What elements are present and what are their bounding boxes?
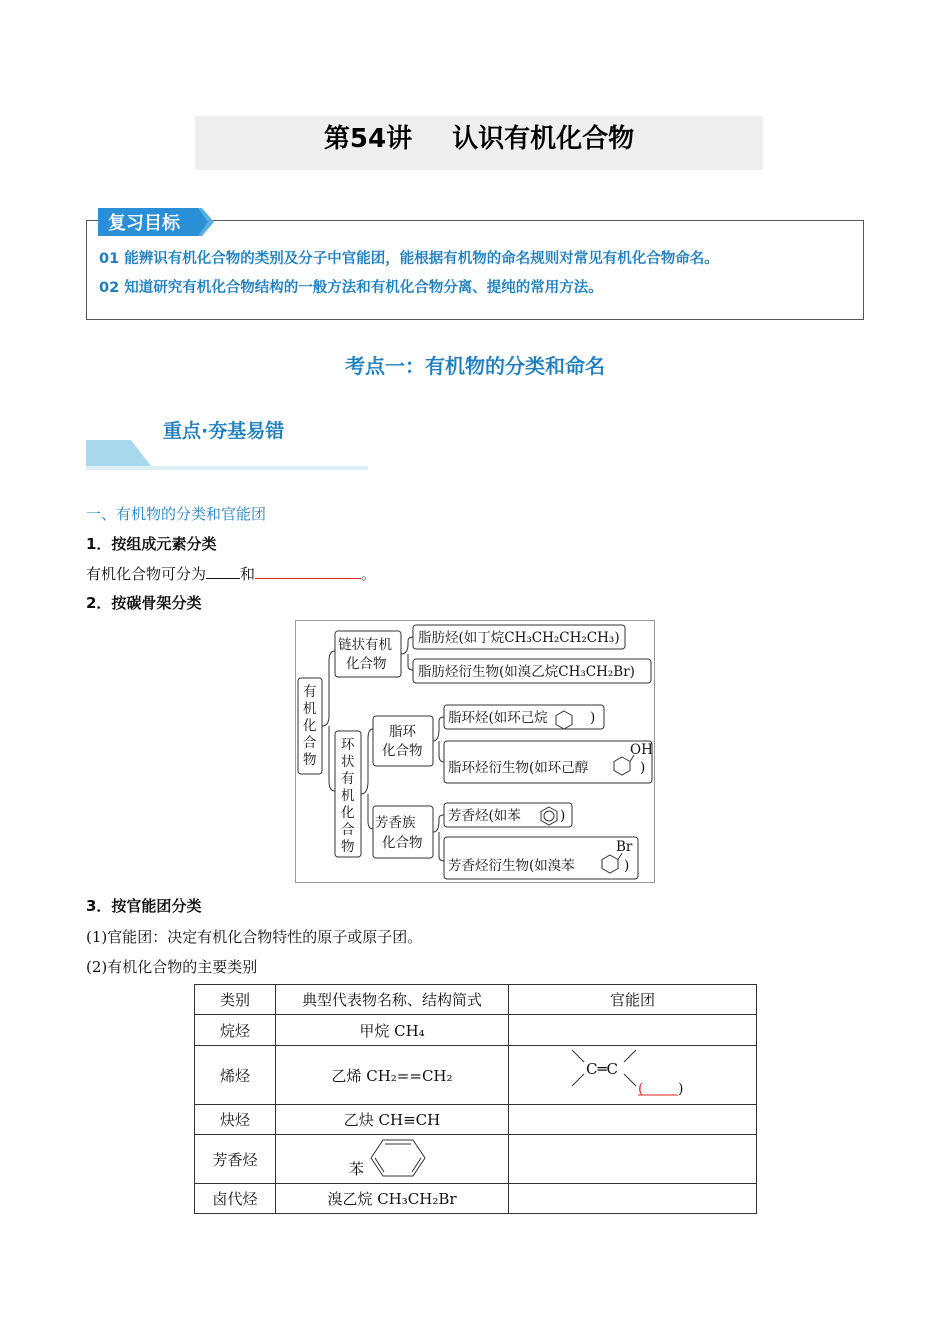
brace-chain-lower [408, 654, 413, 670]
chain-label-1: 链状有机 [338, 637, 392, 653]
sub-heading: 一、有机物的分类和官能团 [86, 505, 267, 523]
item1-heading: 1．按组成元素分类 [86, 535, 217, 553]
table-header-row [195, 985, 757, 1015]
goal-item-2: 02 知道研究有机化合物结构的一般方法和有机化合物分离、提纯的常用方法。 [99, 280, 603, 296]
review-goals-tag-text: 复习目标 [108, 213, 180, 234]
root-label: 有机化合物 [303, 684, 317, 768]
item1-sentence [86, 563, 376, 584]
table-cell-fg [509, 1184, 757, 1214]
leaf5-close: ) [560, 808, 566, 824]
lecture-title: 认识有机化合物 [452, 124, 635, 154]
alicyclic-label-1: 脂环 [389, 724, 416, 740]
goal-item-1: 01 能辨识有机化合物的类别及分子中官能团，能根据有机物的命名规则对常见有机化合物命名。 [99, 251, 719, 267]
leaf4-oh: OH [630, 742, 653, 758]
table-cell-example: 乙烯 CH₂==CH₂ [276, 1046, 509, 1105]
table-row [195, 1105, 757, 1135]
chain-label-2: 化合物 [346, 656, 387, 672]
item3-heading: 3．按官能团分类 [86, 897, 202, 915]
brace-alicyclic-upper [433, 717, 444, 741]
answer-blank-1 [206, 564, 240, 579]
organic-class-table [194, 984, 757, 1214]
leaf6-br: Br [616, 839, 633, 855]
key-points-banner [86, 440, 368, 470]
brace-aromatic-lower [439, 832, 444, 861]
carbon-skeleton-diagram [295, 620, 655, 883]
fg-blank-close: ) [677, 1081, 683, 1097]
brace-root-upper [322, 651, 335, 726]
benzene-icon [541, 807, 557, 825]
brace-ring-lower [368, 794, 373, 829]
fg-blank-open: ( [637, 1081, 643, 1097]
alicyclic-label-2: 化合物 [382, 743, 423, 759]
leaf1-label: 脂肪烃(如丁烷CH₃CH₂CH₂CH₃) [418, 630, 620, 646]
table-cell-category: 卤代烃 [195, 1184, 276, 1214]
lecture-number: 第54讲 [323, 124, 413, 154]
table-cell-fg [509, 1105, 757, 1135]
leaf4-close: ) [640, 760, 646, 776]
table-row [195, 1046, 757, 1105]
section-heading: 考点一：有机物的分类和命名 [345, 354, 605, 378]
table-cell-example: 乙炔 CH≡CH [276, 1105, 509, 1135]
cyclohexanol-icon [614, 757, 630, 775]
table-cell-fg [509, 1015, 757, 1046]
brace-chain-upper [401, 637, 413, 654]
leaf4-label: 脂环烃衍生物(如环己醇 [448, 760, 589, 776]
leaf6-label: 芳香烃衍生物(如溴苯 [448, 858, 575, 874]
alkene-double-bond-icon [568, 1046, 698, 1100]
item1-text-mid: 和 [240, 565, 256, 583]
brace-ring-upper [361, 729, 373, 794]
table-header: 类别 [195, 985, 276, 1015]
aromatic-label-1: 芳香族 [375, 815, 416, 831]
aromatic-label-2: 化合物 [382, 835, 423, 851]
table-row [195, 1015, 757, 1046]
item3-line2: (2)有机化合物的主要类别 [86, 958, 258, 976]
item1-text-end: 。 [361, 565, 377, 583]
table-cell-category: 烷烃 [195, 1015, 276, 1046]
table-header: 官能团 [509, 985, 757, 1015]
table-cell-fg [509, 1135, 757, 1184]
item1-text-before: 有机化合物可分为 [86, 565, 207, 583]
leaf3-label: 脂环烃(如环己烷 [448, 710, 548, 726]
cyclohexane-icon [556, 711, 572, 729]
alkene-fg-text: C═C [585, 1060, 618, 1078]
key-points-title: 重点·夯基易错 [163, 420, 285, 442]
leaf5-label: 芳香烃(如苯 [448, 808, 521, 824]
item2-heading: 2．按碳骨架分类 [86, 594, 202, 612]
table-cell-category: 烯烃 [195, 1046, 276, 1105]
brace-aromatic-upper [433, 815, 444, 832]
table-cell-example: 溴乙烷 CH₃CH₂Br [276, 1184, 509, 1214]
leaf6-close: ) [624, 858, 630, 874]
benzene-ring [544, 811, 554, 821]
item3-line1: (1)官能团：决定有机化合物特性的原子或原子团。 [86, 928, 423, 946]
brace-alicyclic-lower [439, 741, 444, 762]
brace-root-lower [329, 726, 335, 791]
answer-blank-2 [255, 564, 361, 579]
bromobenzene-icon [602, 855, 618, 873]
table-row [195, 1184, 757, 1214]
table-header: 典型代表物名称、结构简式 [276, 985, 509, 1015]
table-cell-category: 芳香烃 [195, 1135, 276, 1184]
table-cell-category: 炔烃 [195, 1105, 276, 1135]
ring-label: 环状有机化合物 [341, 737, 355, 855]
benzene-kekule-icon [369, 1138, 427, 1178]
page-title [195, 116, 763, 170]
table-cell-fg [509, 1046, 757, 1105]
leaf3-close: ) [590, 710, 596, 726]
table-cell-example [276, 1135, 509, 1184]
carbon-skeleton-svg [296, 621, 654, 882]
review-goals-tag [98, 206, 216, 238]
table-cell-example: 甲烷 CH₄ [276, 1015, 509, 1046]
leaf2-label: 脂肪烃衍生物(如溴乙烷CH₃CH₂Br) [418, 664, 635, 680]
table-row [195, 1135, 757, 1184]
benzene-label: 苯 [349, 1160, 365, 1178]
